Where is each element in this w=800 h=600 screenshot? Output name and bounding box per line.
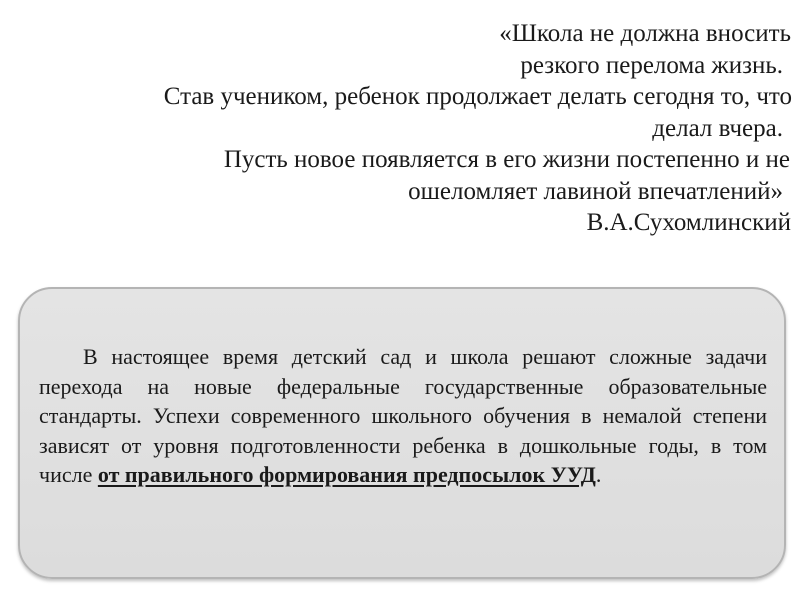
info-card	[18, 287, 786, 579]
info-emphasis-text: от правильного формирования предпосылок УУД	[97, 462, 596, 487]
quote-line: делал вчера.	[652, 114, 783, 142]
quote-line: резкого перелома жизнь.	[520, 51, 783, 79]
epigraph-quote	[10, 18, 792, 239]
quote-line: ошеломляет лавиной впечатлений»	[408, 177, 783, 205]
quote-author: В.А.Сухомлинский	[586, 209, 791, 236]
quote-line: «Школа не должна вносить	[499, 20, 791, 47]
info-trailing-punctuation: .	[595, 462, 602, 487]
info-paragraph	[39, 342, 767, 490]
quote-line: Пусть новое появляется в его жизни постепенно и не	[223, 146, 790, 173]
quote-line: Став учеником, ребенок продолжает делать сегодня то, что	[163, 83, 792, 110]
info-body-text: В настоящее время детский сад и школа решают сложные задачи перехода на новые федеральные государственные образовательные стандарты. Успехи современного школьного обучения в немалой степени зависят от уровня подготовленности ребенка в дошкольные годы, в том числе	[39, 344, 767, 487]
